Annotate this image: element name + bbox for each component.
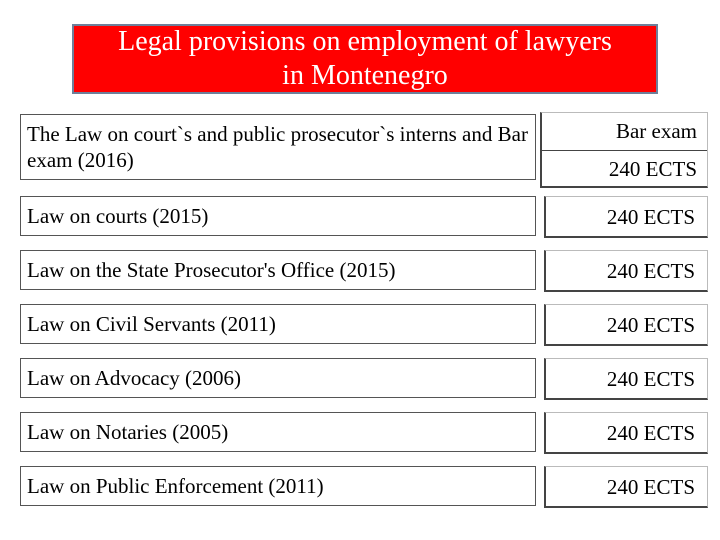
requirement-cell-bar-exam (540, 112, 708, 188)
law-cell-civil-servants (20, 304, 536, 344)
requirement-cell-state-prosecutor (544, 250, 708, 292)
requirement-ects: 240 ECTS (606, 258, 695, 283)
requirement-ects: 240 ECTS (606, 312, 695, 337)
requirement-ects: 240 ECTS (606, 420, 695, 445)
requirement-ects: 240 ECTS (608, 157, 697, 181)
requirement-ects: 240 ECTS (606, 474, 695, 499)
requirement-bar-exam: Bar exam (615, 119, 697, 143)
cell-divider (542, 150, 707, 151)
law-cell-public-enforcement (20, 466, 536, 506)
requirement-cell-public-enforcement (544, 466, 708, 508)
law-label: Law on the State Prosecutor's Office (2015) (27, 258, 396, 282)
title-line-1: Legal provisions on employment of lawyers (118, 26, 612, 57)
law-cell-notaries (20, 412, 536, 452)
law-label: Law on Public Enforcement (2011) (27, 474, 324, 498)
law-label: Law on Advocacy (2006) (27, 366, 242, 390)
requirement-cell-advocacy (544, 358, 708, 400)
law-label: Law on Civil Servants (2011) (27, 312, 276, 336)
title-line-2: in Montenegro (282, 60, 448, 91)
requirement-cell-notaries (544, 412, 708, 454)
requirement-cell-courts (544, 196, 708, 238)
requirement-cell-civil-servants (544, 304, 708, 346)
requirement-ects: 240 ECTS (606, 366, 695, 391)
law-cell-state-prosecutor (20, 250, 536, 290)
law-label: Law on Notaries (2005) (27, 420, 229, 444)
law-label: Law on courts (2015) (27, 204, 209, 228)
law-cell-advocacy (20, 358, 536, 398)
requirement-ects: 240 ECTS (606, 204, 695, 229)
law-cell-courts (20, 196, 536, 236)
page-title (72, 24, 658, 94)
law-cell-interns-bar-exam (20, 114, 536, 180)
law-label: The Law on court`s and public prosecutor`s interns and Bar exam (2016) (27, 122, 528, 172)
